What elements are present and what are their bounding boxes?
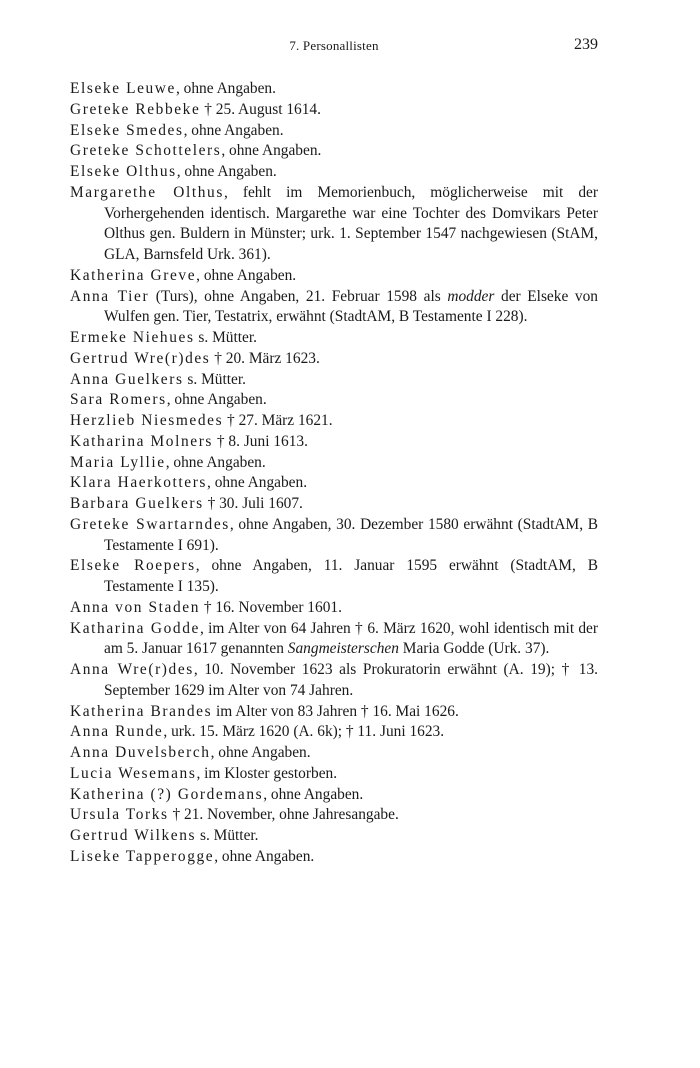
person-name: Anna von Staden [70, 598, 201, 616]
entry-details: , ohne Angaben. [263, 785, 364, 803]
person-name: Greteke Swartarndes [70, 515, 230, 533]
list-item [70, 826, 598, 847]
person-name: Anna Wre(r)des [70, 661, 194, 678]
list-item [70, 785, 598, 806]
entry-details: , ohne Angaben. [165, 453, 266, 471]
italic-term: Sangmeisterschen [287, 640, 399, 658]
list-item [70, 121, 598, 142]
list-item [70, 328, 598, 349]
entry-details: , ohne Angaben. [175, 80, 276, 97]
list-item [70, 743, 598, 764]
person-name: Gertrud Wre(r)des [70, 349, 211, 367]
list-item [70, 453, 598, 474]
person-name: Katharina Godde [70, 619, 200, 637]
italic-term: modder [447, 287, 495, 305]
entry-details: , ohne Angaben. [207, 474, 308, 492]
entry-details: , ohne Angaben. [210, 744, 311, 761]
entry-details: † 25. August 1614. [200, 100, 321, 118]
list-item [70, 79, 598, 100]
list-item [70, 598, 598, 619]
entry-details-continued: Maria Godde (Urk. 37). [398, 640, 550, 658]
person-name: Elseke Roepers [70, 557, 196, 575]
entry-details-continued: der Elseke von Wulfen gen. Tier, Testatrix, erwähnt (StadtAM, B Testamente I 228). [104, 287, 598, 326]
person-name: Elseke Olthus [70, 163, 177, 180]
entry-details: , 10. November 1623 als Prokuratorin erwähnt (A. 19); † 13. September 1629 im Alter von 74 Jahren. [104, 661, 598, 699]
entry-details: † 20. März 1623. [210, 349, 320, 367]
list-item [70, 619, 598, 661]
person-name: Katherina Greve [70, 266, 197, 284]
list-item [70, 764, 598, 785]
person-name: Anna Guelkers [70, 370, 184, 388]
list-item [70, 266, 598, 287]
person-name: Katherina (?) Gordemans [70, 785, 264, 803]
entry-details: † 8. Juni 1613. [213, 432, 308, 450]
list-item [70, 722, 598, 743]
person-name: Lucia Wesemans [70, 764, 197, 782]
person-name: Sara Romers [70, 391, 167, 409]
entry-details: † 27. März 1621. [223, 412, 333, 429]
person-name: Greteke Rebbeke [70, 100, 201, 118]
list-item [70, 287, 598, 329]
entry-details: , ohne Angaben. [214, 847, 315, 865]
list-item [70, 473, 598, 494]
entry-details: (Turs), ohne Angaben, 21. Februar 1598 als [149, 287, 448, 305]
person-name: Katharina Molners [70, 432, 214, 450]
entry-details: s. Mütter. [196, 827, 259, 844]
person-name: Katherina Brandes [70, 702, 213, 720]
list-item [70, 432, 598, 453]
person-name: Barbara Guelkers [70, 495, 204, 512]
person-name: Ermeke Niehues [70, 329, 195, 346]
list-item [70, 411, 598, 432]
entry-details: , ohne Angaben. [196, 266, 297, 284]
person-name: Gertrud Wilkens [70, 827, 197, 844]
person-name: Elseke Smedes [70, 121, 184, 139]
list-item [70, 100, 598, 121]
entry-details: † 16. November 1601. [200, 598, 342, 616]
entry-details: , ohne Angaben. [166, 391, 267, 409]
list-item [70, 370, 598, 391]
person-name: Liseke Tapperogge [70, 847, 215, 865]
entry-details: , ohne Angaben, 30. Dezember 1580 erwähnt (StadtAM, B Testamente I 691). [104, 515, 598, 554]
person-name: Klara Haerkotters [70, 474, 208, 492]
person-name: Elseke Leuwe [70, 80, 176, 97]
entry-details: , im Kloster gestorben. [196, 764, 338, 782]
entry-details: , urk. 15. März 1620 (A. 6k); † 11. Juni 1623. [163, 723, 445, 741]
entry-details: , fehlt im Memorienbuch, möglicherweise mit der Vorhergehenden identisch. Margarethe war eine Tochter des Domvikars Peter Olthus gen. Buldern in Münster; urk. 1. September 1547 nachgewiesen (StAM, GLA, Barnsfeld Urk. 361). [104, 183, 599, 263]
person-name: Herzlieb Niesmedes [70, 412, 224, 429]
entry-details: , im Alter von 64 Jahren † 6. März 1620, wohl identisch mit der am 5. Januar 1617 genannten [104, 619, 598, 658]
entry-details: † 21. November, ohne Jahresangabe. [168, 806, 399, 824]
list-item [70, 702, 598, 723]
list-item [70, 141, 598, 162]
list-item [70, 390, 598, 411]
person-list [70, 79, 598, 868]
entry-details: im Alter von 83 Jahren † 16. Mai 1626. [212, 702, 459, 720]
list-item [70, 494, 598, 515]
person-name: Anna Tier [70, 287, 150, 305]
page-number: 239 [574, 36, 598, 53]
person-name: Ursula Torks [70, 806, 169, 824]
entry-details: s. Mütter. [194, 329, 257, 346]
person-name: Greteke Schottelers [70, 142, 222, 160]
person-name: Maria Lyllie [70, 453, 166, 471]
person-name: Anna Runde [70, 723, 164, 741]
list-item [70, 515, 598, 557]
entry-details: s. Mütter. [183, 370, 246, 388]
list-item [70, 847, 598, 868]
entry-details: , ohne Angaben. [183, 121, 284, 139]
entry-details: , ohne Angaben. [176, 163, 277, 180]
person-name: Margarethe Olthus [70, 183, 224, 201]
list-item [70, 805, 598, 826]
list-item [70, 349, 598, 370]
list-item [70, 556, 598, 598]
chapter-heading: 7. Personallisten [289, 38, 379, 53]
person-name: Anna Duvelsberch [70, 744, 211, 761]
entry-details: , ohne Angaben. [221, 142, 322, 160]
list-item [70, 183, 598, 266]
entry-details: † 30. Juli 1607. [203, 495, 303, 512]
entry-details: , ohne Angaben, 11. Januar 1595 erwähnt (StadtAM, B Testamente I 135). [104, 557, 598, 595]
list-item [70, 660, 598, 702]
running-head [70, 38, 598, 58]
list-item [70, 162, 598, 183]
